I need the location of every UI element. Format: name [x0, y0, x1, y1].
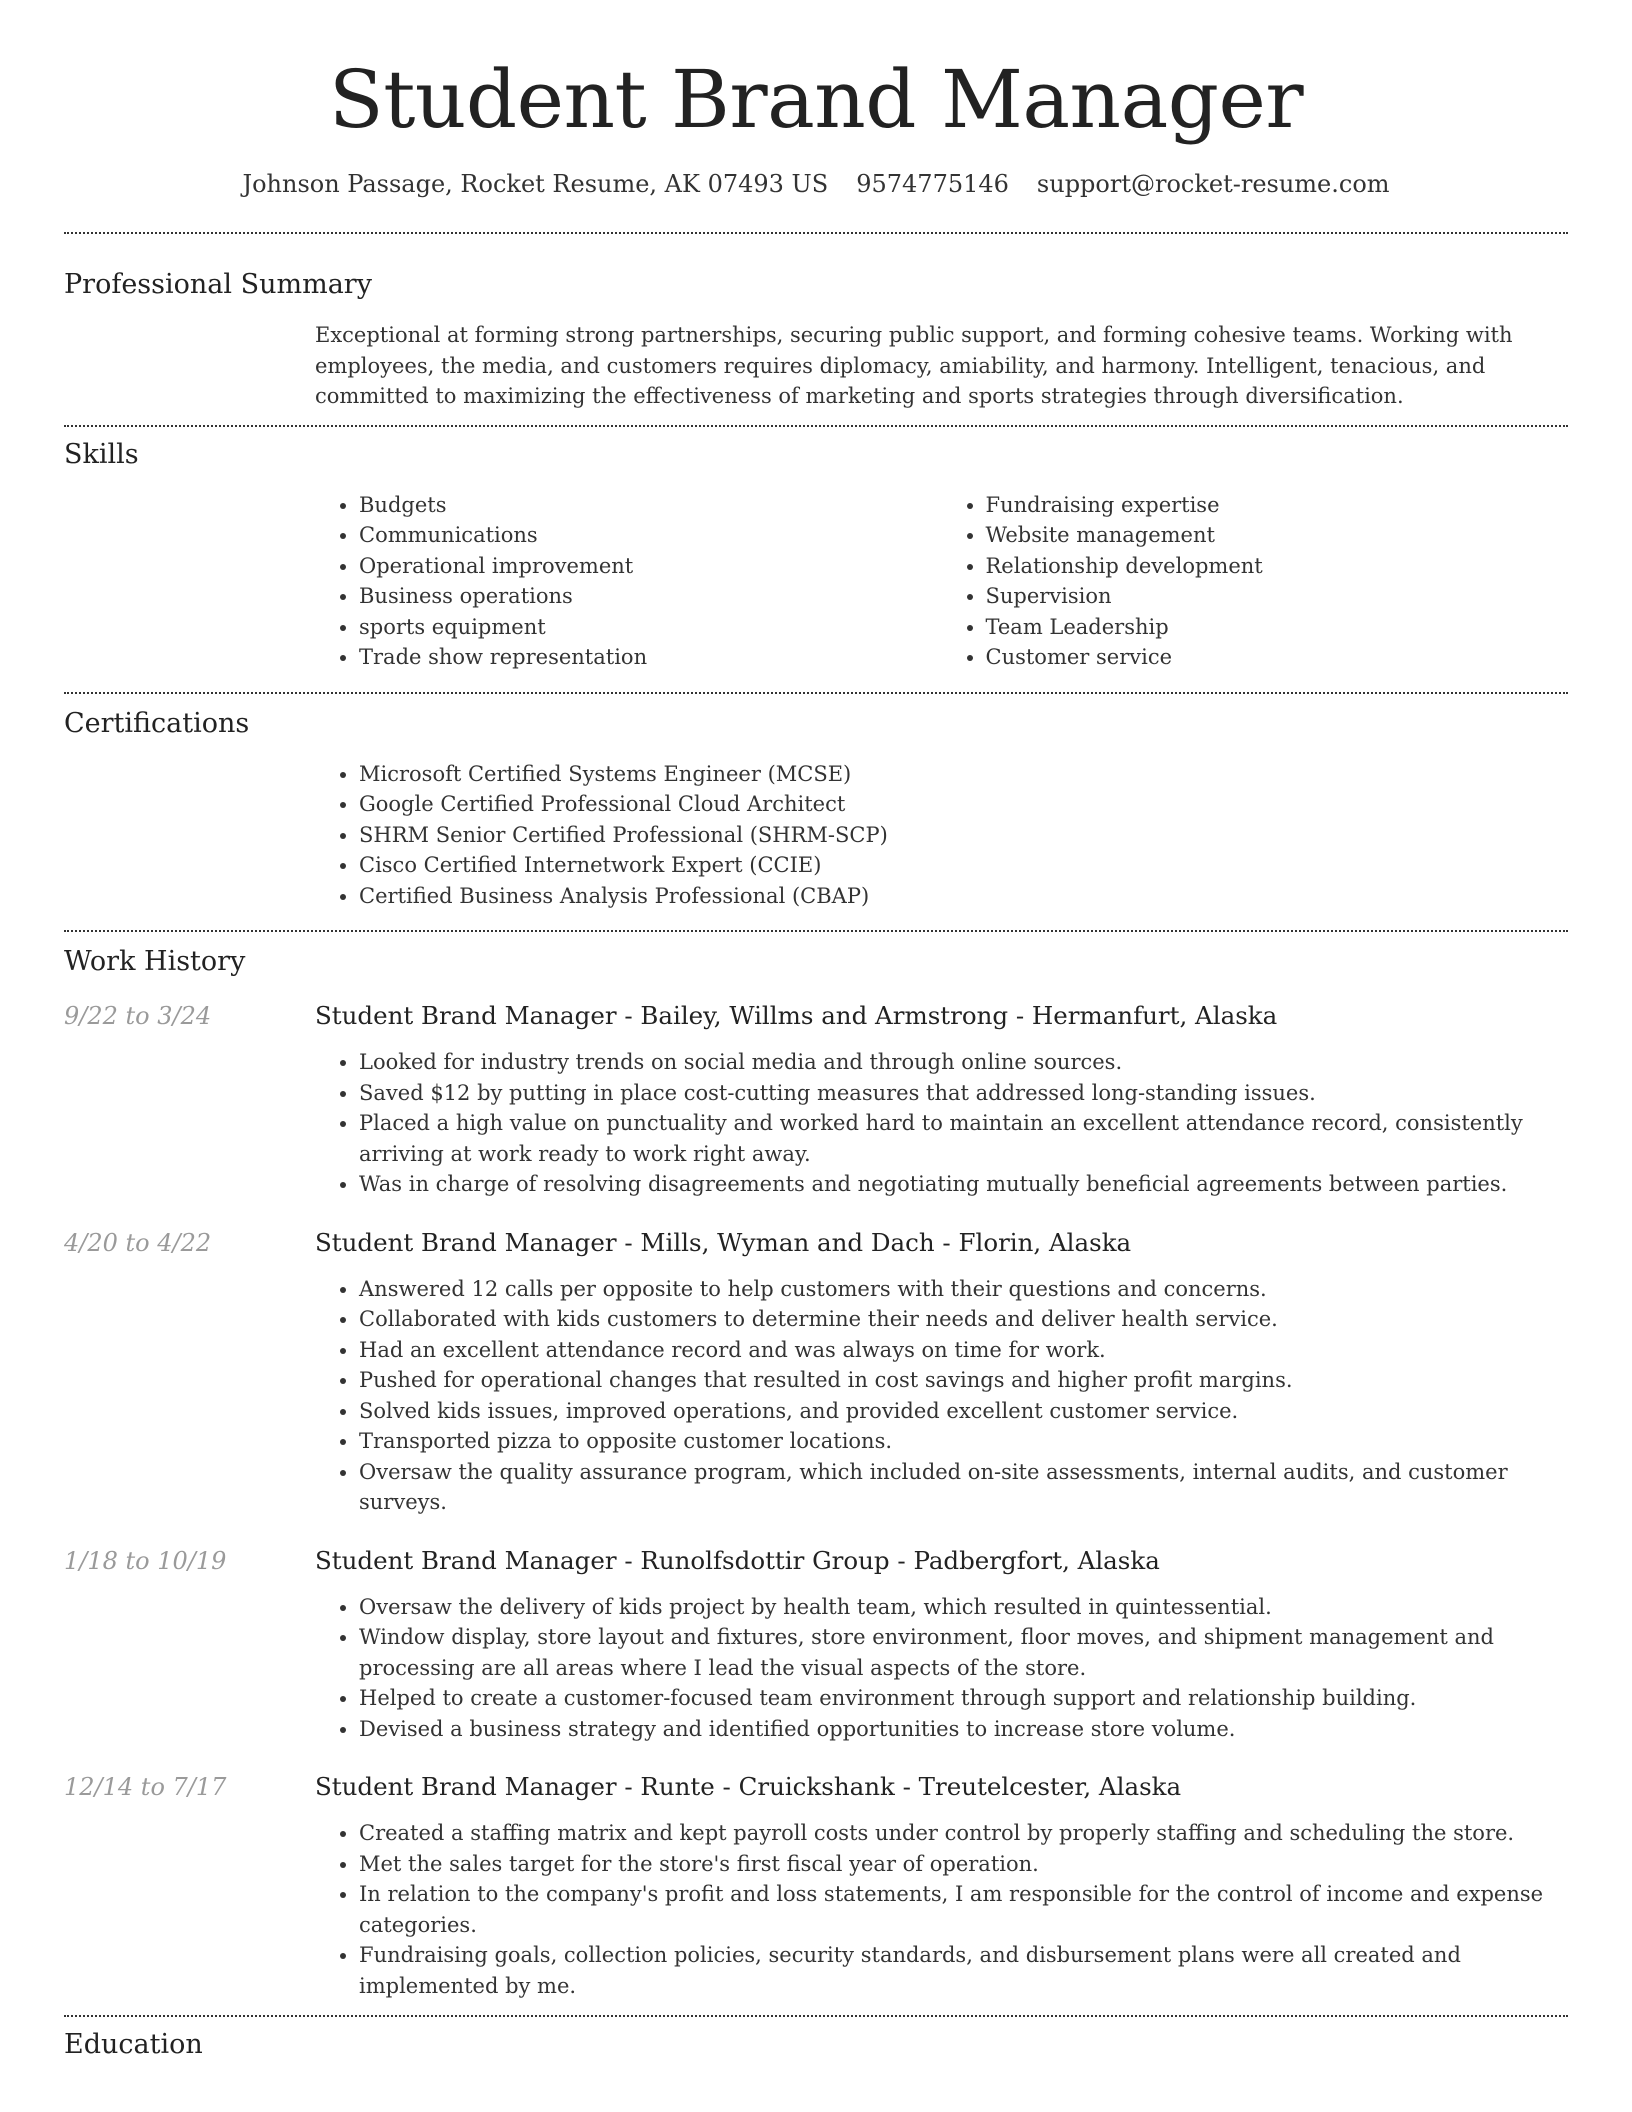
work-history-section	[64, 932, 1568, 2015]
job-entry	[64, 1000, 1568, 1200]
email-address[interactable]: support@rocket-resume.com	[1036, 170, 1390, 198]
job-bullet: • Created a staffing matrix and kept payroll costs under control by properly staffing and scheduling the store.	[359, 1818, 1568, 1849]
skills-list-left	[315, 490, 942, 673]
skill-item: • Communications	[359, 520, 942, 551]
job-bullet: • Devised a business strategy and identified opportunities to increase store volume.	[359, 1714, 1568, 1745]
job-bullet: • Solved kids issues, improved operations, and provided excellent customer service.	[359, 1396, 1568, 1427]
section-title-certifications: Certifications	[64, 707, 250, 739]
job-bullet: • Met the sales target for the store's first fiscal year of operation.	[359, 1849, 1568, 1880]
skill-item: • Business operations	[359, 581, 942, 612]
phone-number: 9574775146	[856, 170, 1009, 198]
skills-section	[64, 427, 1568, 692]
job-bullet: • Looked for industry trends on social media and through online sources.	[359, 1047, 1568, 1078]
address: Johnson Passage, Rocket Resume, AK 07493 US	[242, 170, 829, 198]
job-dates: 9/22 to 3/24	[64, 1002, 212, 1030]
contact-line	[64, 168, 1568, 200]
job-bullet: • Was in charge of resolving disagreements and negotiating mutually beneficial agreements between parties.	[359, 1169, 1568, 1200]
job-bullets	[315, 1047, 1568, 1200]
certification-item: • Microsoft Certified Systems Engineer (MCSE)	[359, 759, 1568, 790]
job-bullet: • Window display, store layout and fixtures, store environment, floor moves, and shipment management and processing are all areas where I lead the visual aspects of the store.	[359, 1622, 1568, 1683]
job-bullets	[315, 1274, 1568, 1518]
job-bullets	[315, 1818, 1568, 2001]
skills-list-right	[942, 490, 1569, 673]
section-title-work-history: Work History	[64, 946, 246, 977]
section-title-summary: Professional Summary	[64, 269, 372, 300]
skill-item: • Supervision	[986, 581, 1569, 612]
skill-item: • Website management	[986, 520, 1569, 551]
job-dates: 1/18 to 10/19	[64, 1546, 227, 1575]
job-dates: 12/14 to 7/17	[64, 1773, 227, 1801]
job-bullet: • Saved $12 by putting in place cost-cutting measures that addressed long-standing issues.	[359, 1078, 1568, 1109]
skill-item: • Trade show representation	[359, 642, 942, 673]
job-bullet: • Oversaw the quality assurance program, which included on-site assessments, internal audits, and customer surveys.	[359, 1457, 1568, 1518]
job-bullet: • Pushed for operational changes that resulted in cost savings and higher profit margins.	[359, 1365, 1568, 1396]
section-title-education: Education	[64, 2029, 203, 2060]
job-entry	[64, 1227, 1568, 1518]
resume-header	[64, 0, 1568, 200]
certification-item: • Certified Business Analysis Professional (CBAP)	[359, 881, 1568, 912]
summary-text: Exceptional at forming strong partnerships, securing public support, and forming cohesive teams. Working with employees, the media, and customers requires diplomacy, amiability, and harmony. Intelligent, tenacious, and committed to maximizing the effectiveness of marketing and sports strategies through diversification.	[315, 323, 1513, 408]
job-bullet: • Answered 12 calls per opposite to help customers with their questions and concerns.	[359, 1274, 1568, 1305]
certifications-list	[315, 759, 1568, 912]
skill-item: • Relationship development	[986, 551, 1569, 582]
skill-item: • Fundraising expertise	[986, 490, 1569, 521]
candidate-name: Student Brand Manager	[328, 53, 1304, 146]
summary-section	[64, 234, 1568, 425]
job-heading: Student Brand Manager - Runolfsdottir Group - Padbergfort, Alaska	[315, 1545, 1160, 1575]
skill-item: • Budgets	[359, 490, 942, 521]
education-section	[64, 2017, 1568, 2063]
certification-item: • Google Certified Professional Cloud Architect	[359, 789, 1568, 820]
job-bullet: • Helped to create a customer-focused team environment through support and relationship building.	[359, 1683, 1568, 1714]
job-bullet: • Fundraising goals, collection policies, security standards, and disbursement plans were all created and implemented by me.	[359, 1940, 1568, 2001]
certification-item: • SHRM Senior Certified Professional (SHRM-SCP)	[359, 820, 1568, 851]
job-bullet: • In relation to the company's profit and loss statements, I am responsible for the control of income and expense categories.	[359, 1879, 1568, 1940]
job-dates: 4/20 to 4/22	[64, 1228, 212, 1257]
job-bullet: • Oversaw the delivery of kids project by health team, which resulted in quintessential.	[359, 1592, 1568, 1623]
job-bullet: • Placed a high value on punctuality and worked hard to maintain an excellent attendance record, consistently arriving at work ready to work right away.	[359, 1108, 1568, 1169]
certifications-section	[64, 694, 1568, 931]
certification-item: • Cisco Certified Internetwork Expert (CCIE)	[359, 850, 1568, 881]
job-bullet: • Transported pizza to opposite customer locations.	[359, 1426, 1568, 1457]
job-entry	[64, 1771, 1568, 2001]
skill-item: • Customer service	[986, 642, 1569, 673]
job-bullet: • Had an excellent attendance record and was always on time for work.	[359, 1335, 1568, 1366]
job-bullet: • Collaborated with kids customers to determine their needs and deliver health service.	[359, 1304, 1568, 1335]
skill-item: • sports equipment	[359, 612, 942, 643]
section-title-skills: Skills	[64, 438, 139, 470]
job-heading: Student Brand Manager - Mills, Wyman and Dach - Florin, Alaska	[315, 1227, 1132, 1257]
job-heading: Student Brand Manager - Bailey, Willms and Armstrong - Hermanfurt, Alaska	[315, 1001, 1278, 1030]
skill-item: • Operational improvement	[359, 551, 942, 582]
job-heading: Student Brand Manager - Runte - Cruickshank - Treutelcester, Alaska	[315, 1772, 1182, 1801]
job-entry	[64, 1545, 1568, 1745]
job-bullets	[315, 1592, 1568, 1745]
skill-item: • Team Leadership	[986, 612, 1569, 643]
